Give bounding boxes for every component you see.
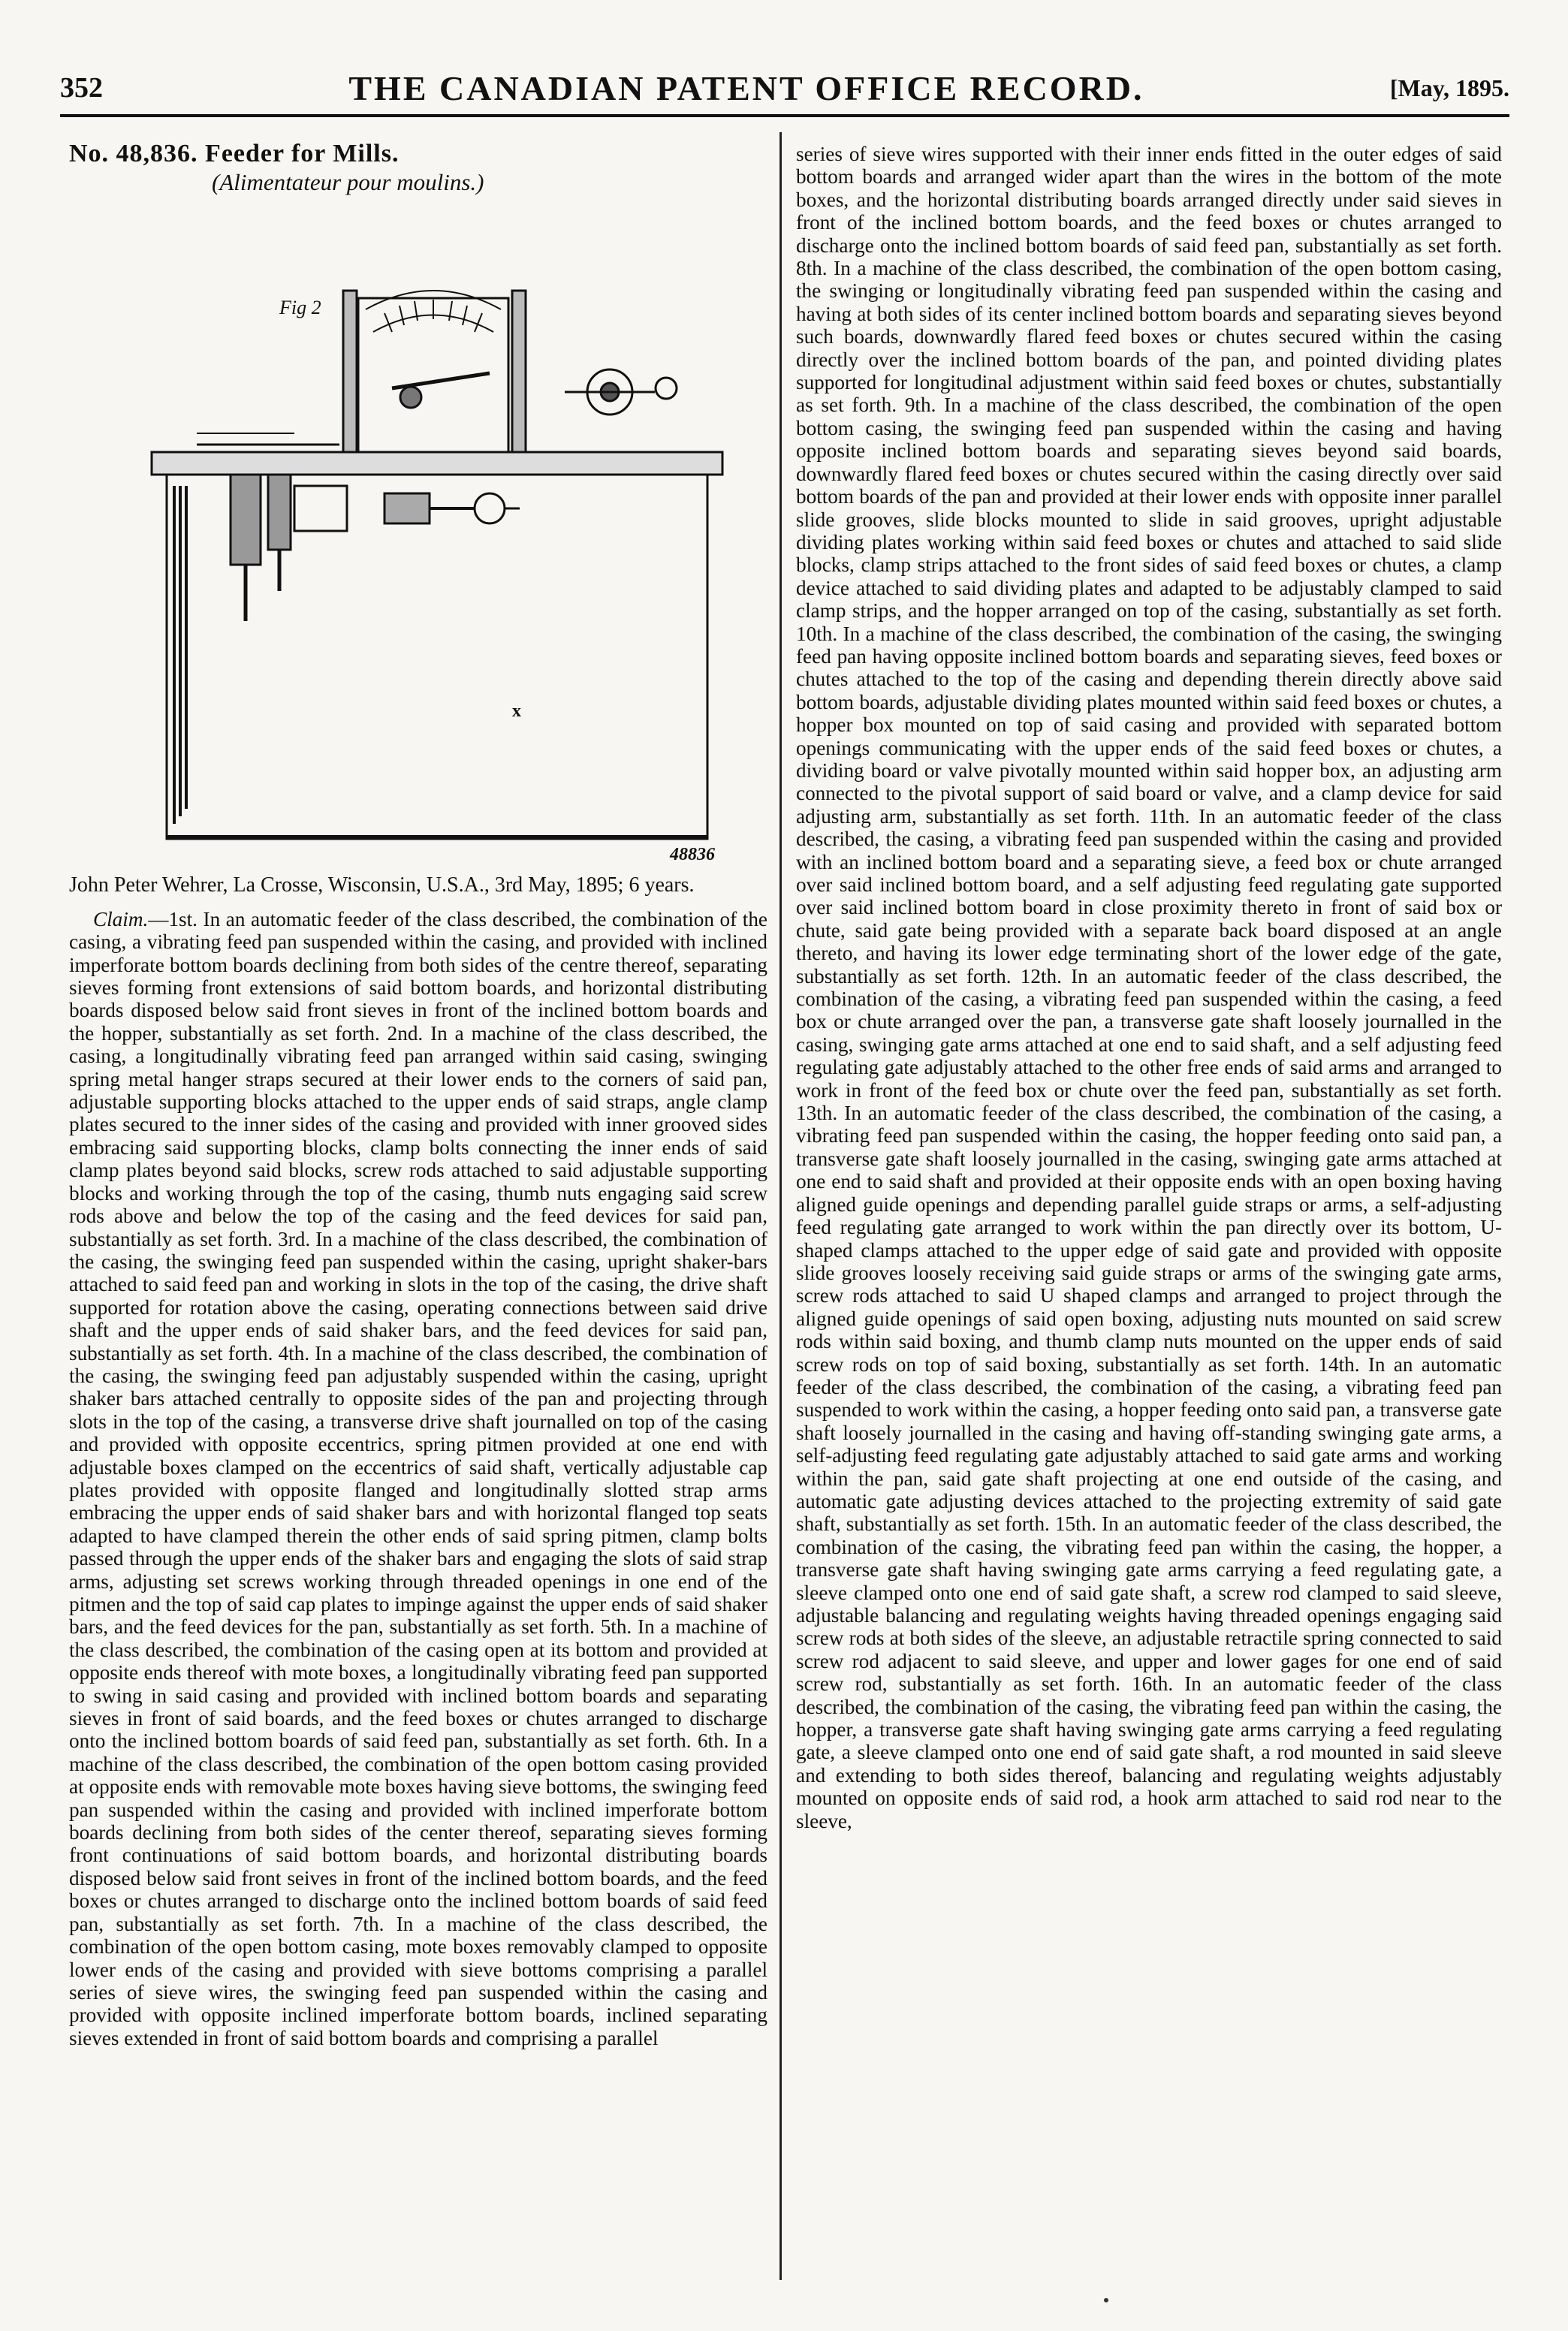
- page-header: [60, 62, 1509, 117]
- claim-label: Claim.: [93, 907, 149, 930]
- claims-left: [69, 908, 767, 2049]
- column-divider: [779, 132, 782, 2280]
- inventor-line: John Peter Wehrer, La Crosse, Wisconsin, U.S.A., 3rd May, 1895; 6 years.: [69, 873, 695, 897]
- feeder-drawing: [69, 201, 767, 869]
- page-number: 352: [60, 72, 103, 104]
- page-title: THE CANADIAN PATENT OFFICE RECORD.: [348, 68, 1144, 107]
- figure-number: 48836: [670, 844, 715, 864]
- patent-figure: [69, 201, 767, 869]
- figure-annotation: x: [512, 701, 521, 721]
- page-date: [May, 1895.: [1389, 74, 1509, 101]
- patent-heading: No. 48,836. Feeder for Mills.: [69, 140, 400, 167]
- right-column: [796, 143, 1502, 1832]
- claims-left-body: —1st. In an automatic feeder of the class described, the combination of the casing, a vibrating feed pan suspended within the casing, and provided with inclined imperforate bottom boards declining from both sides of the centre thereof, separating sieves forming front extensions of said bottom boards, and horizontal distributing boards disposed below said front sieves in front of the inclined bottom boards and the hopper, substantially as set forth. 2nd. In a machine of the class described, the casing, a longitudinally vibrating feed pan arranged within said casing, swinging spring metal hanger straps secured at their lower ends to the corners of said pan, adjustable supporting blocks attached to the upper ends of said straps, angle clamp plates secured to the inner sides of the casing and provided with inner grooved sides embracing said supporting blocks, clamp bolts connecting the inner ends of said clamp plates beyond said blocks, screw rods attached to said adjustable supporting blocks and working through the top of the casing, thumb nuts engaging said screw rods above and below the top of the casing and the feed devices for said pan, substantially as set forth. 3rd. In a machine of the class described, the combination of the casing, the swinging feed pan suspended within the casing, upright shaker-bars attached to said feed pan and working in slots in the top of the casing, the drive shaft supported for rotation above the casing, operating connections between said drive shaft and the upper ends of said shaker bars, and the feed devices for said pan, substantially as set forth. 4th. In a machine of the class described, the combination of the casing, the swinging feed pan adjustably suspended within the casing, upright shaker bars attached centrally to opposite sides of the pan and projecting through slots in the top of the casing, a transverse drive shaft journalled on top of the casing and provided with opposite eccentrics, spring pitmen provided at one end with adjustable boxes clamped on the eccentrics of said shaft, vertically adjustable cap plates provided with opposite flanged and longitudinally slotted strap arms embracing the upper ends of said shaker bars and with horizontal flanged top seats adapted to have clamped therein the other ends of said spring pitmen, clamp bolts passed through the upper ends of the shaker bars and engaging the slots of said strap arms, adjusting set screws working through threaded openings in one end of the pitmen and the top of said cap plates to impinge against the upper ends of said shaker bars, and the feed devices for the pan, substantially as set forth. 5th. In a machine of the class described, the combination of the casing open at its bottom and provided at opposite ends thereof with mote boxes, a longitudinally vibrating feed pan supported to swing in said casing and provided with inclined bottom boards and separating sieves in front of said boards, and the feed boxes or chutes arranged to discharge onto the inclined bottom boards of said feed pan, substantially as set forth. 6th. In a machine of the class described, the combination of the open bottom casing provided at opposite ends with removable mote boxes having sieve bottoms, the swinging feed pan suspended within the casing and provided with inclined imperforate bottom boards declining from both sides of the center thereof, separating sieves forming front continuations of said bottom boards, and horizontal distributing boards disposed below said front seives in front of the inclined bottom boards, and the feed boxes or chutes arranged to discharge onto the inclined bottom boards of said feed pan, substantially as set forth. 7th. In a machine of the class described, the combination of the open bottom casing, mote boxes removably clamped to opposite lower ends of the casing and provided with sieve bottoms comprising a parallel series of sieve wires, the swinging feed pan suspended within the casing and provided with opposite inclined imperforate bottom boards, inclined separating sieves extended in front of said bottom boards and comprising a parallel: [69, 907, 767, 2049]
- left-column: [69, 140, 767, 2049]
- footer-mark: [1104, 2298, 1108, 2302]
- figure-label: Fig 2: [279, 296, 321, 318]
- patent-subheading: (Alimentateur pour moulins.): [212, 169, 484, 196]
- claims-right: series of sieve wires supported with their inner ends fitted in the outer edges of said bottom boards and arranged wider apart than the wires in the bottom of the mote boxes, and the horizontal distributing boards arranged directly under said sieves in front of the inclined bottom boards, and the feed boxes or chutes arranged to discharge onto the inclined bottom boards of said feed pan, substantially as set forth. 8th. In a machine of the class described, the combination of the open bottom casing, the swinging or longitudinally vibrating feed pan suspended within the casing and having at both sides of its center inclined bottom boards and separating sieves beyond such boards, downwardly flared feed boxes or chutes secured within the casing directly over the inclined bottom boards of the pan, and pointed dividing plates supported for longitudinal adjustment within said feed boxes or chutes, substantially as set forth. 9th. In a machine of the class described, the combination of the open bottom casing, the swinging feed pan suspended within the casing and having opposite inclined bottom boards and separating sieves beyond said boards, downwardly flared feed boxes or chutes secured within the casing directly over said bottom boards of the pan and provided at their lower ends with opposite inner parallel slide grooves, slide blocks mounted to slide in said grooves, upright adjustable dividing plates working within said feed boxes or chutes and attached to said slide blocks, clamp strips attached to the front sides of said feed boxes or chutes, a clamp device attached to said dividing plates and adapted to be adjustably clamped to said clamp strips, and the hopper arranged on top of the casing, substantially as set forth. 10th. In a machine of the class described, the combination of the casing, the swinging feed pan having opposite inclined bottom boards and separating sieves, feed boxes or chutes attached to the top of the casing and depending therein directly above said bottom boards, adjustable dividing plates mounted within said feed boxes or chutes, a hopper box mounted on top of said casing and provided with separated bottom openings communicating with the upper ends of the said feed boxes or chutes, a dividing board or valve pivotally mounted within said hopper box, an adjusting arm connected to the pivotal support of said board or valve, and a clamp device for said adjusting arm, substantially as set forth. 11th. In an automatic feeder of the class described, the casing, a vibrating feed pan suspended within the casing and provided with an inclined bottom board and a separating sieve, a feed box or chute arranged over said inclined bottom board, and a self adjusting feed regulating gate supported over said inclined bottom board in close proximity thereto in front of said box or chute, said gate being provided with a separate back board disposed at an angle thereto, and having its lower edge terminating short of the lower edge of the gate, substantially as set forth. 12th. In an automatic feeder of the class described, the combination of the casing, a vibrating feed pan suspended within the casing, a feed box or chute arranged over the pan, a transverse gate shaft loosely journalled in the casing, swinging gate arms attached at one end to said shaft, and a self adjusting feed regulating gate adjustably attached to the other free ends of said arms and arranged to work in front of the feed box or chute over the feed pan, substantially as set forth. 13th. In an automatic feeder of the class described, the combination of the casing, a vibrating feed pan suspended within the casing, the hopper feeding onto said pan, a transverse gate shaft loosely journalled in the casing, swinging gate arms attached at one end to said shaft and provided at their opposite ends with an open boxing having aligned guide openings and depending parallel guide straps or arms, a self-adjusting feed regulating gate arranged to work within the pan directly over its bottom, U-shaped clamps attached to the upper edge of said gate and provided with opposite slide grooves loosely receiving said guide straps or arms of the swinging gate arms, screw rods attached to said U shaped clamps and arranged to project through the aligned guide openings of said open boxing, adjusting nuts mounted on said screw rods within said boxing, and thumb clamp nuts mounted on the upper ends of said screw rods on top of said boxing, substantially as set forth. 14th. In an automatic feeder of the class described, the combination of the casing, a vibrating feed pan suspended to work within the casing, a hopper feeding onto said pan, a transverse gate shaft loosely journalled in the casing and having off-standing swinging gate arms, a self-adjusting feed regulating gate adjustably attached to said gate arms and working within the pan, said gate shaft projecting at one end outside of the casing, and automatic gate adjusting devices attached to the projecting extremity of said gate shaft, substantially as set forth. 15th. In an automatic feeder of the class described, the combination of the casing, the vibrating feed pan within the casing, the hopper, a transverse gate shaft having swinging gate arms carrying a feed regulating gate, a sleeve clamped onto one end of said gate shaft, a screw rod clamped to said sleeve, adjustable balancing and regulating weights having threaded openings engaging said screw rods at both sides of the sleeve, an adjustable retractile spring connected to said screw rod adjacent to said sleeve, and upper and lower gages for one end of said screw rod, substantially as set forth. 16th. In an automatic feeder of the class described, the combination of the casing, the vibrating feed pan within the casing, the hopper, a transverse gate shaft having swinging gate arms carrying a feed regulating gate, a sleeve clamped onto one end of said gate shaft, a rod mounted in said sleeve and extending to both sides thereof, balancing and regulating weights adjustably mounted on opposite ends of said rod, a hook arm attached to said rod near to the sleeve,: [796, 143, 1502, 1832]
